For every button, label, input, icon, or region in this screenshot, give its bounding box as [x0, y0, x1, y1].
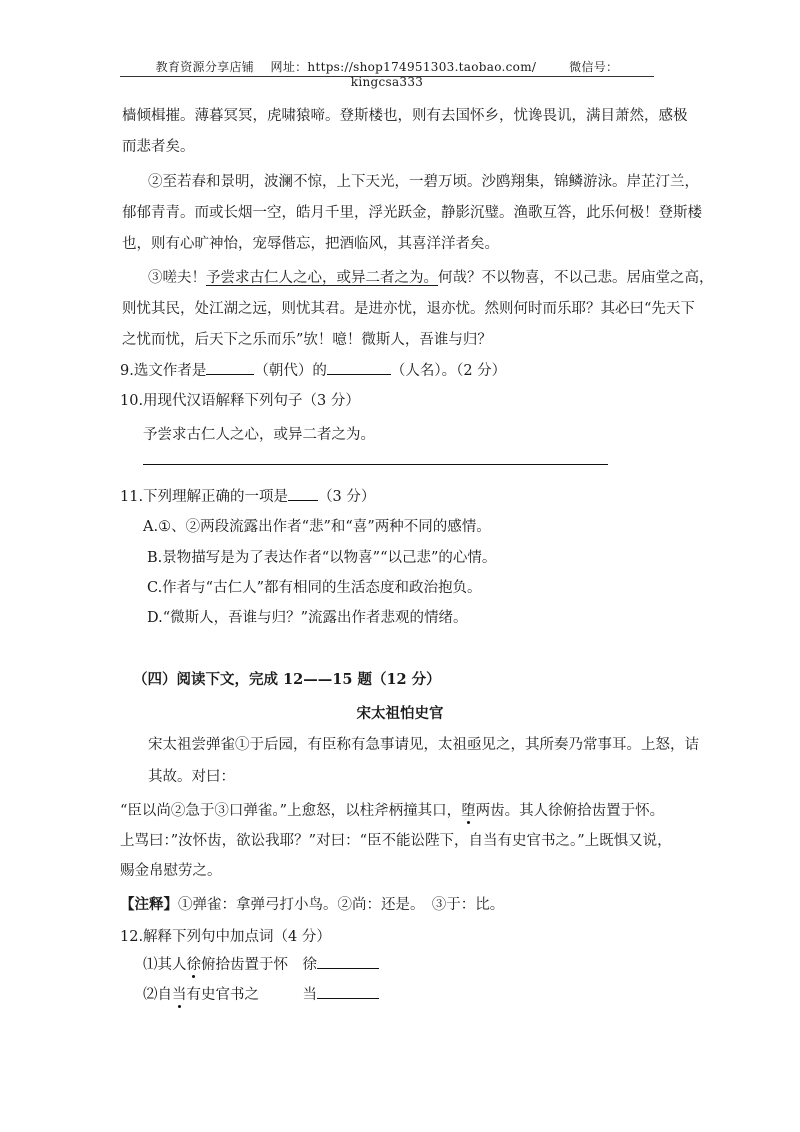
p3-underlined-sentence: 予尝求古仁人之心，或异二者之为。	[206, 270, 438, 286]
question-9	[120, 359, 676, 380]
question-10-sentence: 予尝求古仁人之心，或异二者之为。	[143, 427, 375, 443]
header-url: 网址：https://shop174951303.taobao.com/	[270, 60, 537, 74]
passage2-title: 宋太祖怕史官	[356, 705, 444, 722]
q9-author-blank[interactable]	[327, 360, 391, 375]
q9-text-c: （人名）。（2 分）	[390, 363, 507, 379]
question-10-stem: 10.用现代汉语解释下列句子（3 分）	[120, 393, 360, 409]
passage2-line5: 赐金帛慰劳之。	[120, 863, 222, 879]
q11-stem-text: 11.下列理解正确的一项是	[120, 489, 289, 505]
section-4-heading: （四）阅读下文，完成 12——15 题（12 分）	[133, 671, 441, 688]
p3-suffix: 何哉？不以物喜，不以己悲。居庙堂之高，	[438, 270, 714, 286]
p3-prefix: ③嗟夫！	[148, 270, 206, 286]
q12-item1-blank[interactable]	[317, 954, 379, 969]
passage2-line1: 宋太祖尝弹雀①于后园，有臣称有急事请见，太祖亟见之，其所奏乃常事耳。上怒，诘	[148, 737, 699, 753]
q12-item-2	[143, 983, 699, 1004]
q9-text-b: （朝代）的	[254, 363, 327, 379]
annotation-label: 【注释】	[120, 896, 178, 913]
question-12-stem: 12.解释下列句中加点词（4 分）	[120, 929, 331, 945]
q12-item1-b: 俯拾齿置于怀 徐	[201, 957, 317, 973]
q11-points: （3 分）	[318, 489, 376, 505]
q9-dynasty-blank[interactable]	[206, 360, 254, 375]
header-rule	[120, 76, 654, 77]
q9-text-a: 9.选文作者是	[120, 363, 207, 379]
header-shop: 教育资源分享店铺	[155, 60, 255, 74]
annotation	[120, 893, 676, 914]
passage1-p3-line1	[148, 266, 714, 287]
passage2-line2: 其故。对曰：	[148, 769, 235, 785]
q10-answer-line[interactable]	[143, 464, 608, 465]
passage2-line3	[120, 799, 676, 820]
passage1-p2-line3: 也，则有心旷神怡，宠辱偕忘，把酒临风，其喜洋洋者矣。	[122, 236, 499, 252]
question-11-stem	[120, 485, 676, 506]
passage1-p1-line2: 而悲者矣。	[122, 139, 195, 155]
q12-item1-a: ⑴其人	[143, 957, 187, 973]
q12-item2-blank[interactable]	[317, 984, 379, 999]
passage2-line4: 上骂曰：”汝怀齿，欲讼我耶？”对曰：“臣不能讼陛下，自当有史官书之。”上既惧又说，	[120, 833, 672, 849]
q11-option-d[interactable]: D.“微斯人，吾谁与归？”流露出作者悲观的情绪。	[147, 610, 468, 626]
annotation-text: ①弹雀：拿弹弓打小鸟。②尚：还是。 ③于：比。	[178, 897, 505, 913]
page-header	[120, 58, 654, 89]
passage1-p1-line1: 樯倾楫摧。薄暮冥冥，虎啸猿啼。登斯楼也，则有去国怀乡，忧谗畏讥，满目萧然，感极	[122, 108, 688, 124]
q11-option-c[interactable]: C.作者与“古仁人”都有相同的生活态度和政治抱负。	[147, 580, 482, 596]
q12-item2-b: 有史官书之 当	[186, 987, 317, 1003]
passage1-p2-line2: 郁郁青青。而或长烟一空，皓月千里，浮光跃金，静影沉璧。渔歌互答，此乐何极！登斯楼	[122, 205, 702, 221]
passage2-line3-a: “臣以尚②急于③口弹雀。”上愈怒，以柱斧柄撞其口，	[120, 803, 462, 819]
passage1-p3-line2: 则忧其民，处江湖之远，则忧其君。是进亦忧，退亦忧。然则何时而乐耶？其必曰“先天下	[122, 301, 695, 317]
passage1-p2-line1: ②至若春和景明，波澜不惊，上下天光，一碧万顷。沙鸥翔集，锦鳞游泳。岸芷汀兰，	[148, 174, 699, 190]
q12-item-1	[143, 953, 699, 974]
header-wechat: 微信号：kingcsa333	[350, 60, 619, 89]
q11-option-b[interactable]: B.景物描写是为了表达作者“以物喜”“以己悲”的心情。	[147, 550, 497, 566]
dotted-char-dang: 当	[172, 987, 187, 1003]
passage1-p3-line3: 之忧而忧，后天下之乐而乐”欤！噫！微斯人，吾谁与归？	[122, 332, 492, 348]
dotted-char-xu: 徐	[186, 957, 201, 973]
q11-answer-blank[interactable]	[288, 486, 318, 501]
q12-item2-a: ⑵自	[143, 987, 172, 1003]
dotted-char-duo: 堕	[461, 803, 476, 819]
passage2-line3-b: 两齿。其人徐俯拾齿置于怀。	[475, 803, 665, 819]
q11-option-a[interactable]: A.①、②两段流露出作者“悲”和“喜”两种不同的感情。	[143, 519, 491, 535]
